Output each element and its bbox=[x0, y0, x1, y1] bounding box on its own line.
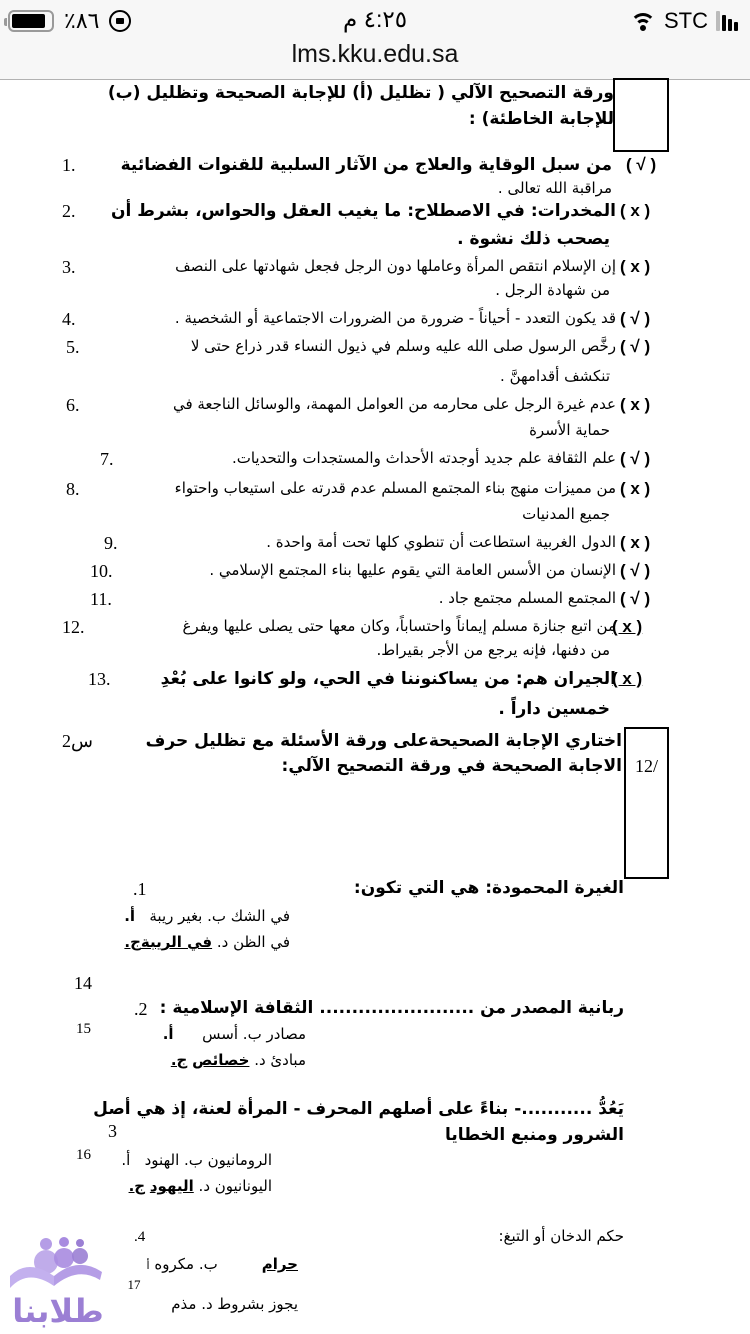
item-text-continued: تنكشف أقدامهنَّ . bbox=[500, 367, 610, 385]
status-time: ٤:٢٥ م bbox=[342, 6, 408, 32]
mcq-number: .2 bbox=[134, 999, 148, 1019]
correct-answer: اليهود bbox=[149, 1177, 194, 1195]
item-number: 5. bbox=[66, 337, 80, 357]
item-number: 13. bbox=[88, 669, 111, 689]
item-number: 3. bbox=[62, 257, 76, 277]
answer-mark[interactable]: ( x ) bbox=[620, 257, 651, 276]
mcq-option-row[interactable]: يجوز بشروط د. مذم bbox=[171, 1295, 298, 1313]
item-text: الجيران هم: من يساكنوننا في الحي، ولو كانوا على بُعْدِ bbox=[160, 669, 616, 689]
section1-instruction-line1: ورقة التصحيح الآلي ( تظليل (أ) للإجابة الصحيحة وتظليل (ب) bbox=[107, 83, 614, 103]
url-bar[interactable]: lms.kku.edu.sa bbox=[291, 40, 459, 68]
carrier-name: STC bbox=[664, 8, 708, 33]
item-number: 10. bbox=[90, 561, 113, 581]
signal-icon bbox=[716, 11, 738, 31]
item-text: من اتبع جنازة مسلم إيماناً واحتساباً، وكان معها حتى يصلى عليها ويفرغ bbox=[182, 617, 616, 635]
mcq-option-row[interactable]: اليونانيون د. اليهود ج. bbox=[128, 1177, 272, 1195]
answer-mark[interactable]: ( √ ) bbox=[620, 561, 651, 580]
mcq-option-row[interactable]: الرومانيون ب. الهنود أ. bbox=[121, 1151, 272, 1169]
item-number: 4. bbox=[62, 309, 76, 329]
item-number: 8. bbox=[66, 479, 80, 499]
logo-book-right bbox=[54, 1265, 102, 1286]
section2-instruction-line2: الاجابة الصحيحة في ورقة التصحيح الآلي: bbox=[281, 756, 622, 776]
answer-mark[interactable]: ( x ) bbox=[620, 479, 651, 498]
browser-chrome bbox=[0, 0, 750, 80]
logo-person-3 bbox=[72, 1248, 88, 1264]
item-text: الدول الغربية استطاعت أن تنطوي كلها تحت أمة واحدة . bbox=[266, 533, 616, 551]
exam-document bbox=[0, 80, 750, 1334]
answer-mark[interactable]: ( x ) bbox=[620, 533, 651, 552]
item-text: عدم غيرة الرجل على محارمه من العوامل المهمة، والوسائل الناجعة في bbox=[172, 395, 616, 413]
item-text: قد يكون التعدد - أحياناً - ضرورة من الضرورات الاجتماعية أو الشخصية . bbox=[174, 309, 616, 327]
mcq-option-row[interactable]: مبادئ د. خصائص ج. bbox=[170, 1051, 306, 1069]
mcq-option-row[interactable]: في الظن د. في الريبةج. bbox=[124, 933, 290, 951]
wifi-icon bbox=[630, 11, 656, 31]
answer-mark[interactable]: ( √ ) bbox=[620, 337, 651, 356]
item-text: من سبل الوقاية والعلاج من الآثار السلبية للقنوات الفضائية bbox=[120, 155, 612, 175]
mcq-option-row[interactable]: حرامب. مكروه أ bbox=[146, 1255, 298, 1273]
mcq-stem: الغيرة المحمودة: هي التي تكون: bbox=[353, 878, 624, 898]
mcq-number: 3 bbox=[108, 1121, 117, 1141]
item-number: 6. bbox=[66, 395, 80, 415]
item-number: 12. bbox=[62, 617, 85, 637]
item-text-continued: من شهادة الرجل . bbox=[495, 281, 610, 299]
logo-head-3 bbox=[76, 1239, 84, 1247]
score-box-1 bbox=[613, 78, 669, 152]
item-text: علم الثقافة علم جديد أوجدته الأحداث والمستجدات والتحديات. bbox=[231, 449, 616, 467]
mcq-number: .1 bbox=[133, 879, 147, 899]
item-number: 11. bbox=[90, 589, 112, 609]
status-bar bbox=[0, 6, 750, 36]
item-text: إن الإسلام انتقص المرأة وعاملها دون الرجل فجعل شهادتها على النصف bbox=[175, 257, 616, 275]
status-right bbox=[630, 8, 738, 34]
talabna-watermark-logo bbox=[6, 1232, 116, 1328]
item-number: 7. bbox=[100, 449, 114, 469]
item-text: المخدرات: في الاصطلاح: ما يغيب العقل والحواس، بشرط أن bbox=[110, 201, 616, 221]
item-text: الإنسان من الأسس العامة التي يقوم عليها بناء المجتمع الإسلامي . bbox=[209, 561, 616, 579]
answer-mark[interactable]: ( √ ) bbox=[620, 589, 651, 608]
battery-percent: ٪٨٦ bbox=[64, 8, 100, 33]
answer-mark[interactable]: ( √ ) bbox=[620, 449, 651, 468]
mcq-stem: يَعُدُّ ...........- بناءً على أصلهم المحرف - المرأة لعنة، إذ هي أصل bbox=[93, 1099, 624, 1119]
answer-mark[interactable]: ( √ ) bbox=[620, 309, 651, 328]
item-text-continued: حماية الأسرة bbox=[529, 421, 610, 439]
mcq-stem: حكم الدخان أو التبغ: bbox=[498, 1227, 624, 1245]
section2-label: س2 bbox=[62, 731, 93, 751]
section1-instruction-line2: للإجابة الخاطئة) : bbox=[468, 109, 614, 129]
mcq-option-row[interactable]: في الشك ب. بغير ريبة أ. bbox=[124, 907, 290, 925]
item-text-continued: من دفنها، فإنه يرجع من الأجر بقيراط. bbox=[376, 641, 610, 659]
item-text-continued: خمسين داراً . bbox=[498, 699, 610, 719]
correct-answer: خصائص bbox=[192, 1051, 250, 1069]
item-text: من مميزات منهج بناء المجتمع المسلم عدم قدرته على استيعاب واحتواء bbox=[174, 479, 616, 497]
mcq-number: .4 bbox=[134, 1229, 146, 1245]
side-number: 14 bbox=[74, 973, 92, 993]
score-box-2 bbox=[624, 727, 669, 879]
mcq-option-row[interactable]: مصادر ب. أسس أ. bbox=[162, 1025, 306, 1043]
item-number: 9. bbox=[104, 533, 118, 553]
answer-mark[interactable]: ( x ) bbox=[620, 201, 651, 220]
item-text-continued: جميع المدنيات bbox=[522, 505, 610, 523]
correct-answer: في الريبة bbox=[140, 933, 213, 951]
mcq-stem: الشرور ومنبع الخطايا bbox=[444, 1125, 624, 1145]
logo-person-2 bbox=[54, 1248, 74, 1268]
side-number: 15 bbox=[76, 1021, 91, 1037]
item-number: 2. bbox=[62, 201, 76, 221]
answer-mark[interactable]: ( x ) bbox=[612, 617, 643, 636]
section2-instruction-line1: اختاري الإجابة الصحيحةعلى ورقة الأسئلة مع تظليل حرف bbox=[145, 731, 622, 751]
logo-head-2 bbox=[59, 1237, 69, 1247]
answer-mark[interactable]: ( x ) bbox=[620, 395, 651, 414]
logo-wordmark: طلابنا bbox=[12, 1292, 104, 1328]
item-text-continued: مراقبة الله تعالى . bbox=[497, 179, 612, 197]
section2-score: 12/ bbox=[635, 756, 659, 776]
side-number: 17 bbox=[127, 1277, 141, 1292]
item-text-continued: يصحب ذلك نشوة . bbox=[457, 229, 610, 249]
answer-mark[interactable]: ( √ ) bbox=[626, 155, 657, 174]
item-text: المجتمع المسلم مجتمع جاد . bbox=[438, 589, 616, 607]
logo-head-1 bbox=[40, 1238, 52, 1250]
answer-mark[interactable]: ( x ) bbox=[612, 669, 643, 688]
mcq-stem: ربانية المصدر من ........................ الثقافة الإسلامية : bbox=[159, 998, 624, 1018]
item-text: رخَّص الرسول صلى الله عليه وسلم في ذيول النساء قدر ذراع حتى لا bbox=[190, 337, 616, 355]
correct-answer: حرام bbox=[261, 1255, 298, 1273]
side-number: 16 bbox=[76, 1147, 91, 1163]
item-number: 1. bbox=[62, 155, 76, 175]
